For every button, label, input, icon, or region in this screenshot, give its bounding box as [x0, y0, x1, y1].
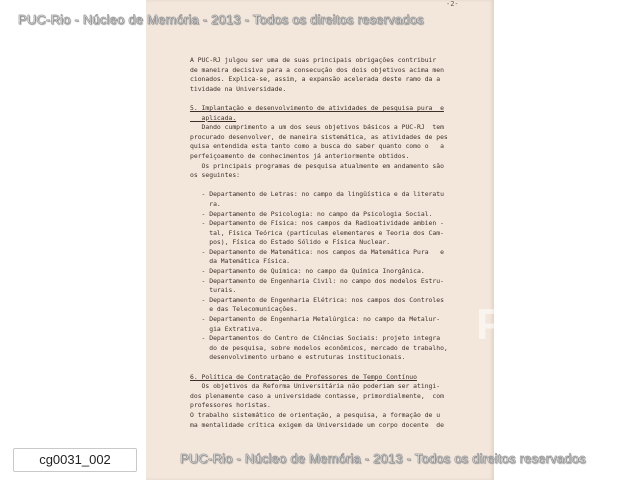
faint-logo-watermark: PUC — [476, 300, 569, 349]
document-line: 6. Política de Contratação de Professores de Tempo Contínuo — [190, 372, 418, 381]
document-line: ra. — [190, 199, 221, 208]
document-line: procurado desenvolver, de maneira sistemática, as atividades de pes — [190, 132, 448, 141]
document-line: - Departamento de Matemática: nos campos da Matemática Pura e — [190, 247, 444, 256]
document-line: Os objetivos da Reforma Universitária não poderiam ser atingi- — [190, 382, 441, 391]
document-id-label: cg0031_002 — [13, 448, 137, 472]
document-line: - Departamento de Letras: no campo da lingüística e da literatu — [190, 190, 444, 199]
document-line: do de pesquisa, sobre modelos econômicos, mercado de trabalho, — [190, 343, 448, 352]
document-line: A PUC-RJ julgou ser uma de suas principais obrigações contribuir — [190, 56, 437, 64]
document-line: ma mentalidade crítica exigem da Universidade um corpo docente de — [190, 420, 444, 429]
document-line: O trabalho sistemático de orientação, a pesquisa, a formação de u — [190, 410, 441, 419]
document-line: dos plenamente caso a universidade contasse, primordialmente, com — [190, 391, 444, 400]
document-line: cionados. Explica-se, assim, a expansão acelerada deste ramo da a — [190, 75, 441, 84]
document-line: - Departamentos do Centro de Ciências Sociais: projeto integra — [190, 334, 441, 343]
document-line: aplicada. — [190, 113, 237, 122]
document-line: - Departamento de Física: nos campos da Radioatividade ambien - — [190, 219, 444, 228]
document-line: turais. — [190, 286, 237, 295]
document-line: da Matemática Física. — [190, 257, 291, 266]
document-line: e das Telecomunicações. — [190, 305, 298, 314]
watermark-bottom: PUC-Rio - Núcleo de Memória - 2013 - Todos os direitos reservados — [180, 451, 586, 466]
document-line: Os principais programas de pesquisa atualmente em andamento são — [190, 161, 444, 170]
document-line: - Departamento de Engenharia Metalúrgica: no campo da Metalur- — [190, 315, 441, 324]
document-line: gia Extrativa. — [190, 324, 264, 333]
document-line: - Departamento de Engenharia Civil: no campo dos modelos Estru- — [190, 276, 444, 285]
document-line: perfeiçoamento de conhecimentos já anteriormente obtidos. — [190, 151, 410, 160]
document-line: de maneira decisiva para a consecução dos dois objetivos acima men — [190, 65, 444, 74]
watermark-top: PUC-Rio - Núcleo de Memória - 2013 - Todos os direitos reservados — [18, 12, 424, 27]
document-line: quisa entendida esta tanto como a busca do saber quanto como o a — [190, 142, 444, 151]
scanned-page — [146, 0, 569, 480]
document-line: Dando cumprimento a um dos seus objetivos básicos a PUC-RJ tem — [190, 123, 444, 132]
document-text — [190, 56, 480, 430]
document-line: - Departamento de Psicologia: no campo da Psicologia Social. — [190, 209, 433, 218]
document-line — [190, 94, 480, 104]
document-line: professores horistas. — [190, 401, 271, 410]
document-line: desenvolvimento urbano e estruturas institucionais. — [190, 353, 406, 362]
page-number: -2- — [446, 0, 459, 8]
document-line: tal, Física Teórica (partículas elementares e Teoria dos Cam- — [190, 228, 444, 237]
document-line: pos), Física do Estado Sólido e Física Nuclear. — [190, 238, 391, 247]
document-line: tividade na Universidade. — [190, 84, 287, 93]
document-line — [190, 363, 480, 373]
document-line: os seguintes: — [190, 171, 241, 180]
document-line — [190, 181, 480, 191]
document-line: - Departamento de Química: no campo da Química Inorgânica. — [190, 267, 425, 276]
document-line: 5. Implantação e desenvolvimento de atividades de pesquisa pura e — [190, 103, 444, 112]
document-line: - Departamento de Engenharia Elétrica: nos campos dos Controles — [190, 295, 444, 304]
